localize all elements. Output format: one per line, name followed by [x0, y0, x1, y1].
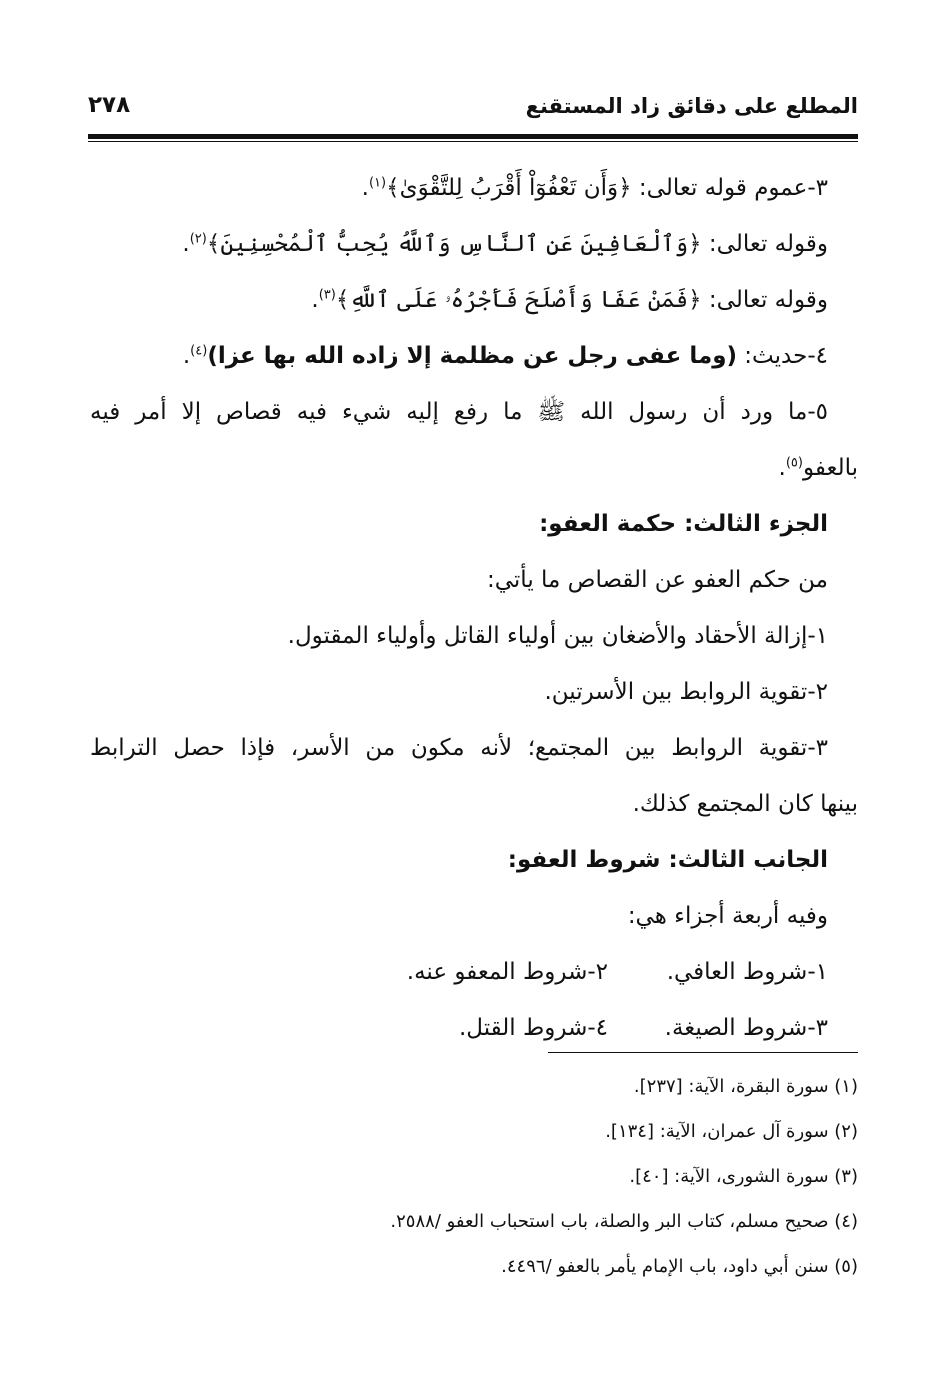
evidence-line-verse-2: وقوله تعالى: ﴿وَٱلْعَافِينَ عَنِ ٱلنَّاسِ وَٱللَّهُ يُحِبُّ ٱلْمُحْسِنِينَ﴾$^{(٢)}$. [182, 231, 828, 257]
wisdom-item-3-cont: بينها كان المجتمع كذلك. [632, 791, 858, 817]
evidence-line-3: ٣-عموم قوله تعالى: ﴿وَأَن تَعْفُوٓاْ أَقْرَبُ لِلتَّقْوَىٰ﴾$^{(١)}$. [361, 175, 828, 201]
wisdom-intro: من حكم العفو عن القصاص ما يأتي: [486, 567, 828, 593]
footnote-4: (٤) صحيح مسلم، كتاب البر والصلة، باب استحباب العفو /٢٥٨٨. [390, 1211, 858, 1232]
section-heading-wisdom: الجزء الثالث: حكمة العفو: [539, 511, 828, 537]
header-rule-thick [88, 134, 858, 139]
footnote-ref: (٤) [190, 343, 208, 359]
evidence-line-5: ٥-ما ورد أن رسول الله ﷺ ما رفع إليه شيء فيه قصاص إلا أمر فيه [90, 399, 828, 425]
footnotes [90, 1064, 858, 1289]
quran-verse: ﴿وَأَن تَعْفُوٓاْ أَقْرَبُ لِلتَّقْوَىٰ﴾ [386, 175, 632, 201]
footnote-separator [548, 1052, 858, 1053]
conditions-row-2 [90, 1000, 858, 1056]
conditions-intro: وفيه أربعة أجزاء هي: [627, 903, 828, 929]
page-number: ٢٧٨ [88, 92, 131, 118]
evidence-line-5-cont: بالعفو$^{(٥)}$. [778, 455, 858, 481]
quran-verse: ﴿فَمَنْ عَفَا وَأَصْلَحَ فَأَجْرُهُۥ عَلَى ٱللَّهِ﴾ [335, 287, 702, 313]
footnote-5: (٥) سنن أبي داود، باب الإمام يأمر بالعفو /٤٤٩٦. [501, 1256, 858, 1277]
footnote-1: (١) سورة البقرة، الآية: [٢٣٧]. [633, 1076, 858, 1097]
footnote-2: (٢) سورة آل عمران، الآية: [١٣٤]. [605, 1121, 858, 1142]
evidence-line-hadith: ٤-حديث: (وما عفى رجل عن مظلمة إلا زاده الله بها عزا)$^{(٤)}$. [182, 343, 828, 369]
quran-verse: ﴿وَٱلْعَافِينَ عَنِ ٱلنَّاسِ وَٱللَّهُ يُحِبُّ ٱلْمُحْسِنِينَ﴾ [206, 231, 702, 257]
footnote-ref: (٢) [189, 231, 207, 247]
running-header [88, 90, 858, 130]
evidence-line-verse-3: وقوله تعالى: ﴿فَمَنْ عَفَا وَأَصْلَحَ فَأَجْرُهُۥ عَلَى ٱللَّهِ﴾$^{(٣)}$. [311, 287, 828, 313]
condition-item-2: ٢-شروط المعفو عنه. [406, 959, 608, 985]
footnote-ref: (٥) [785, 455, 803, 471]
wisdom-item-2: ٢-تقوية الروابط بين الأسرتين. [544, 679, 828, 705]
conditions-row-1 [90, 944, 858, 1000]
book-title: المطلع على دقائق زاد المستقنع [525, 94, 858, 118]
hadith-text: (وما عفى رجل عن مظلمة إلا زاده الله بها عزا) [207, 343, 737, 369]
footnote-ref: (١) [368, 175, 387, 191]
condition-item-1: ١-شروط العافي. [666, 959, 828, 985]
section-heading-conditions: الجانب الثالث: شروط العفو: [507, 847, 828, 873]
main-text [90, 160, 858, 1056]
wisdom-item-3: ٣-تقوية الروابط بين المجتمع؛ لأنه مكون من الأسر، فإذا حصل الترابط [90, 735, 828, 761]
footnote-ref: (٣) [318, 287, 336, 303]
header-rule-thin [88, 141, 858, 142]
condition-item-3: ٣-شروط الصيغة. [664, 1015, 828, 1041]
wisdom-item-1: ١-إزالة الأحقاد والأضغان بين أولياء القاتل وأولياء المقتول. [287, 623, 828, 649]
footnote-3: (٣) سورة الشورى، الآية: [٤٠]. [629, 1166, 858, 1187]
condition-item-4: ٤-شروط القتل. [458, 1015, 608, 1041]
